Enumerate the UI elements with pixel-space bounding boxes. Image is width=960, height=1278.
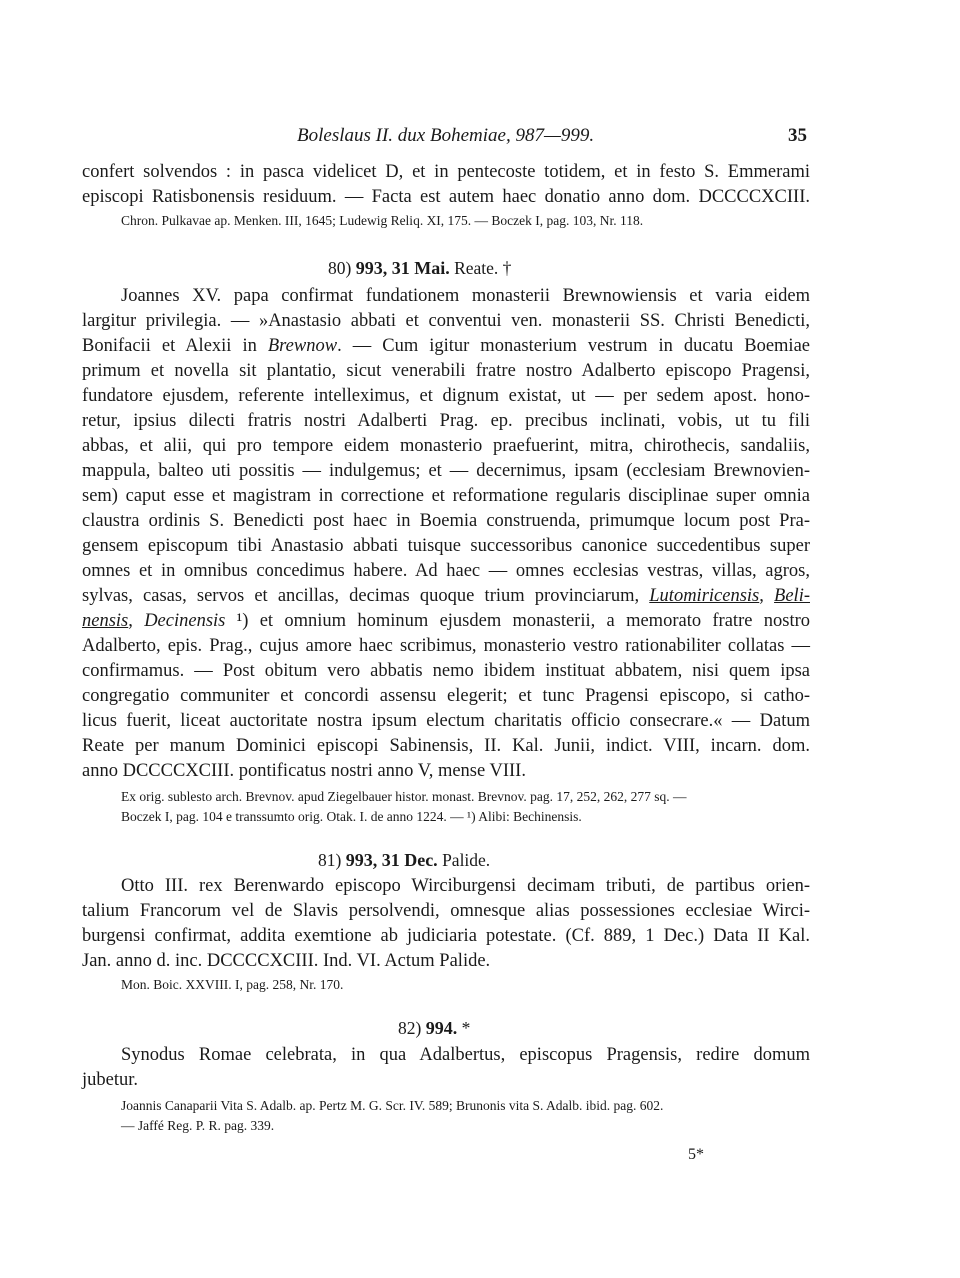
entry-heading: [328, 256, 511, 280]
citation-line: Joannis Canaparii Vita S. Adalb. ap. Pertz M. G. Scr. IV. 589; Brunonis vita S. Adalb. ibid. pag. 602.: [121, 1098, 664, 1113]
entry-number: 80): [328, 258, 352, 278]
entry-date: 993, 31 Mai.: [355, 258, 450, 278]
page-number: 35: [788, 125, 807, 146]
citation-line: Mon. Boic. XXVIII. I, pag. 258, Nr. 170.: [121, 977, 344, 992]
entry-date: 993, 31 Dec.: [345, 850, 438, 870]
text-line: fundatore ejusdem, referente intelleximus, et dignum existat, ut — per sedem apost. hono-: [82, 386, 810, 406]
text-line: talium Francorum vel de Slavis persolvendi, omnesque alias possessiones ecclesiae Wirci-: [82, 901, 810, 921]
text-line: sem) caput esse et magistram in correctione et reformatione regularis disciplinae super omnia: [82, 486, 810, 506]
text-line: Bonifacii et Alexii in Brewnow. — Cum igitur monasterium vestrum in ducatu Boemiae: [82, 336, 810, 356]
citation-line: — Jaffé Reg. P. R. pag. 339.: [121, 1118, 275, 1133]
asterisk-mark: *: [461, 1018, 471, 1038]
text-line: licus fuerit, liceat auctoritate nostra ipsum electum charitatis officio consecrare.« — Datum: [82, 711, 810, 731]
text-line: omnes et in omnibus concedimus habere. Ad haec — omnes ecclesias vestras, villas, agros,: [82, 561, 810, 581]
entry-heading: [398, 1016, 470, 1040]
text-line: gensem episcopum tibi Anastasio abbati tuisque successoribus canonice succedentibus super: [82, 536, 810, 556]
text-line: abbas, et alii, qui pro tempore eidem monasterio praefuerint, mitra, chirothecis, sandaliis,: [82, 436, 810, 456]
text-line: Jan. anno d. inc. DCCCCXCIII. Ind. VI. Actum Palide.: [82, 951, 491, 971]
text-line: Otto III. rex Berenwardo episcopo Wirciburgensi decimam tributi, de partibus orien-: [121, 876, 810, 896]
text-line: anno DCCCCXCIII. pontificatus nostri anno V, mense VIII.: [82, 761, 526, 781]
text-line: burgensi confirmat, addita exemtione ab judiciaria potestate. (Cf. 889, 1 Dec.) Data II Kal.: [82, 926, 810, 946]
text-line: confert solvendos : in pasca videlicet D, et in pentecoste totidem, et in festo S. Emmerami: [82, 162, 810, 182]
entry-number: 82): [398, 1018, 422, 1038]
text-line: jubetur.: [82, 1070, 139, 1090]
running-header: [0, 125, 960, 155]
running-title: Boleslaus II. dux Bohemiae, 987—999.: [297, 125, 595, 146]
signature-mark: 5*: [688, 1146, 704, 1163]
dagger-mark: †: [502, 258, 512, 278]
text-line: claustra ordinis S. Benedicti post haec in Boemia construenda, primumque locum post Pra-: [82, 511, 810, 531]
entry-heading: [318, 848, 490, 872]
text-line: confirmamus. — Post obitum vero abbatis nemo ibidem instituat abbatem, nisi quem ipsa: [82, 661, 810, 681]
entry-number: 81): [318, 850, 342, 870]
text-line: retur, ipsius dilecti fratris nostri Adalberti Prag. ep. precibus inclinati, vobis, ut tu fili: [82, 411, 810, 431]
text-line: largitur privilegia. — »Anastasio abbati et conventui ven. monasterii SS. Christi Benedicti,: [82, 311, 810, 331]
citation-line: Ex orig. sublesto arch. Brevnov. apud Ziegelbauer histor. monast. Brevnov. pag. 17, 252, 262, 277 sq. —: [121, 789, 687, 804]
text-line: primum et novella sit plantatio, sicut venerabili fratre nostro Adalberto episcopo Pragensi,: [82, 361, 810, 381]
text-line: sylvas, casas, servos et ancillas, decimas quoque trium provinciarum, Lutomiricensis, Beli-: [82, 586, 810, 606]
entry-place: Reate.: [454, 258, 499, 278]
citation-line: Chron. Pulkavae ap. Menken. III, 1645; Ludewig Reliq. XI, 175. — Boczek I, pag. 103, Nr. 118.: [121, 213, 644, 228]
text-line: Reate per manum Dominici episcopi Sabinensis, II. Kal. Junii, indict. VIII, incarn. dom.: [82, 736, 810, 756]
citation-line: Boczek I, pag. 104 e transsumto orig. Otak. I. de anno 1224. — ¹) Alibi: Bechinensis.: [121, 809, 582, 824]
text-line: Synodus Romae celebrata, in qua Adalbertus, episcopus Pragensis, redire domum: [121, 1045, 810, 1065]
text-line: Joannes XV. papa confirmat fundationem monasterii Brewnowiensis et varia eidem: [121, 286, 810, 306]
text-line: nensis, Decinensis ¹) et omnium hominum ejusdem monasterii, a memorato fratre nostro: [82, 611, 810, 631]
text-line: mappula, balteo uti possitis — indulgemus; et — decernimus, ipsam (ecclesiam Brewnovien-: [82, 461, 810, 481]
text-line: Adalberto, epis. Prag., cujus amore haec scribimus, monasterio vestro rationabiliter collatas —: [82, 636, 810, 656]
text-line: congregatio communiter et concordi assensu elegerit; et tunc Pragensi episcopo, si catho-: [82, 686, 810, 706]
entry-place: Palide.: [442, 850, 491, 870]
entry-date: 994.: [425, 1018, 458, 1038]
text-line: episcopi Ratisbonensis residuum. — Facta est autem haec donatio anno dom. DCCCCXCIII.: [82, 187, 810, 207]
